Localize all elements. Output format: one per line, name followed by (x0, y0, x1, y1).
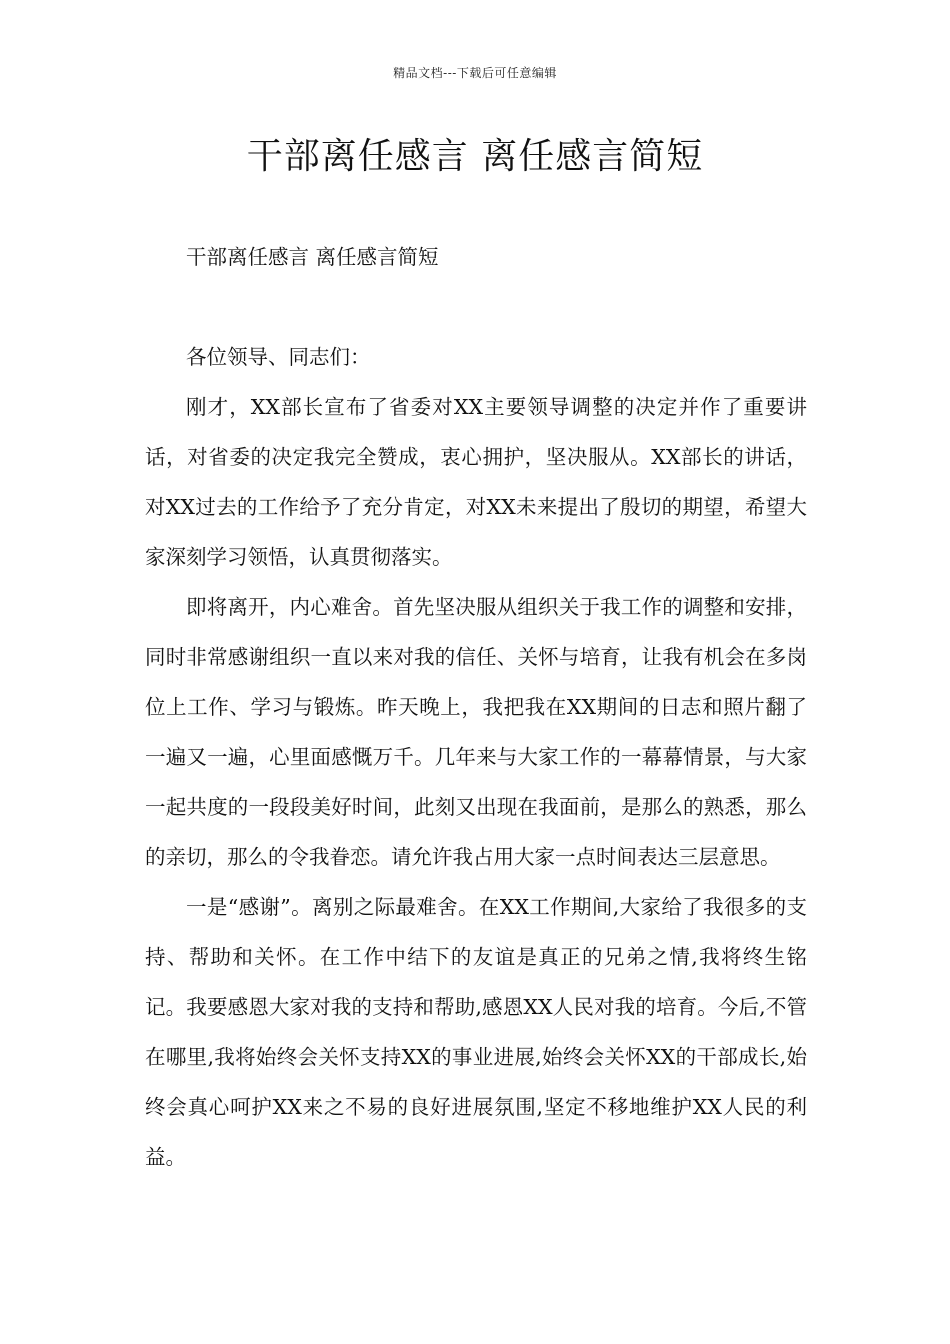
paragraph-2: 即将离开，内心难舍。首先坚决服从组织关于我工作的调整和安排，同时非常感谢组织一直以来对我的信任、关怀与培育，让我有机会在多岗位上工作、学习与锻炼。昨天晚上，我把我在XX期间的日志和照片翻了一遍又一遍，心里面感慨万千。几年来与大家工作的一幕幕情景，与大家一起共度的一段段美好时间，此刻又出现在我面前，是那么的熟悉，那么的亲切，那么的令我眷恋。请允许我占用大家一点时间表达三层意思。 (145, 595, 807, 869)
header-note: 精品文档---下载后可任意编辑 (393, 66, 557, 80)
document-body (145, 232, 807, 1182)
paragraph-salutation: 各位领导、同志们： (186, 345, 371, 369)
document-title: 干部离任感言 离任感言简短 (246, 136, 704, 177)
paragraph-1: 刚才，XX部长宣布了省委对XX主要领导调整的决定并作了重要讲话，对省委的决定我完全赞成，衷心拥护，坚决服从。XX部长的讲话，对XX过去的工作给予了充分肯定，对XX未来提出了殷切的期望，希望大家深刻学习领悟，认真贯彻落实。 (145, 395, 807, 569)
paragraph-3: 一是“感谢”。离别之际最难舍。在XX工作期间,大家给了我很多的支持、帮助和关怀。在工作中结下的友谊是真正的兄弟之情,我将终生铭记。我要感恩大家对我的支持和帮助,感恩XX人民对我的培育。今后,不管在哪里,我将始终会关怀支持XX的事业进展,始终会关怀XX的干部成长,始终会真心呵护XX来之不易的良好进展氛围,坚定不移地维护XX人民的利益。 (145, 895, 807, 1169)
document-subtitle: 干部离任感言 离任感言简短 (186, 245, 439, 269)
